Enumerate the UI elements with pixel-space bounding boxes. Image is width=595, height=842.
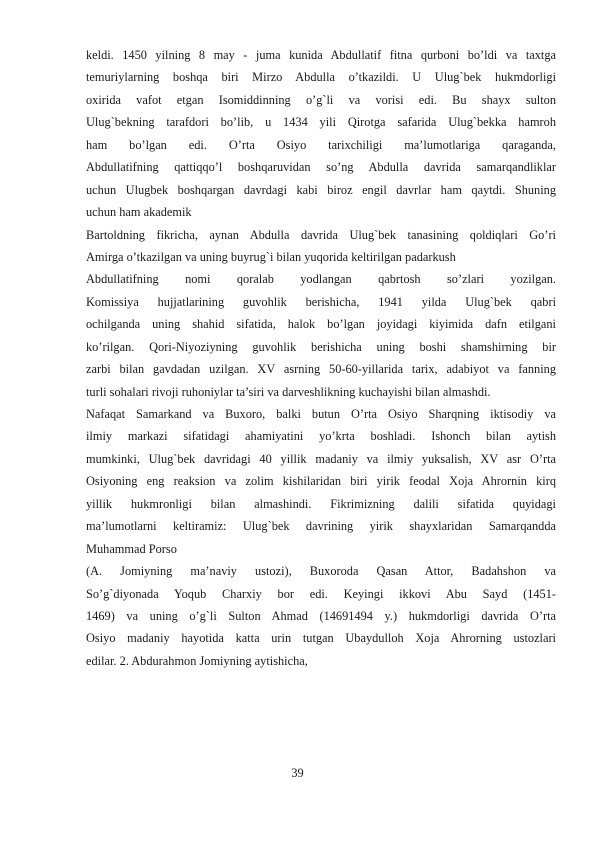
text-line: keldi. 1450 yilning 8 may - juma kunida Abdullatif fitna qurboni bo’ldi va taxtga [86, 48, 556, 62]
text-line: 1469) va uning o’g`li Sulton Ahmad (14691494 y.) hukmdorligi davrida O’rta [86, 608, 556, 623]
text-line: ham bo’lgan edi. O’rta Osiyo tarixchiligi ma’lumotlariga qaraganda, [86, 137, 556, 152]
page-number: 39 [291, 766, 304, 780]
text-line: So’g`diyonada Yoqub Charxiy bor edi. Keyingi ikkovi Abu Sayd (1451- [86, 586, 556, 601]
text-line: Osiyo madaniy hayotida katta urin tutgan Ubaydulloh Xoja Ahrorning ustozlari [86, 631, 556, 646]
body-text [86, 44, 556, 672]
text-line: Abdullatifning qattiqqo’l boshqaruvidan so’ng Abdulla davrida samarqandliklar [86, 160, 556, 175]
text-line: uchun Ulugbek boshqargan davrdagi kabi biroz engil davrlar ham qaytdi. Shuning [86, 182, 556, 197]
text-line: Bartoldning fikricha, aynan Abdulla davrida Ulug`bek tanasining qoldiqlari Go’ri [86, 227, 556, 242]
text-line: Abdullatifning nomi qoralab yodlangan qabrtosh so’zlari yozilgan. [86, 272, 556, 287]
text-line: Ulug`bekning tarafdori bo’lib, u 1434 yili Qirotga safarida Ulug`bekka hamroh [86, 115, 556, 130]
text-line: ilmiy markazi sifatidagi ahamiyatini yo’krta boshladi. Ishonch bilan aytish [86, 429, 556, 444]
text-line: Komissiya hujjatlarining guvohlik berishicha, 1941 yilda Ulug`bek qabri [86, 294, 556, 309]
text-line: (A. Jomiyning ma’naviy ustozi), Buxoroda Qasan Attor, Badahshon va [86, 564, 556, 579]
text-line: Muhammad Porso [86, 541, 177, 556]
text-line: yillik hukmronligi bilan almashindi. Fikrimizning dalili sifatida quyidagi [86, 496, 556, 511]
text-line: ma’lumotlarni keltiramiz: Ulug`bek davrining yirik shayxlaridan Samarqandda [86, 519, 556, 534]
text-line: ko’rilgan. Qori-Niyoziyning guvohlik berishicha uning boshi shamshirning bir [86, 339, 556, 354]
text-line: turli sohalari rivoji ruhoniylar ta’siri va darveshlikning kuchayishi bilan almashdi. [86, 384, 491, 399]
text-line: mumkinki, Ulug`bek davridagi 40 yillik madaniy va ilmiy yuksalish, XV asr O’rta [86, 451, 556, 466]
text-line: ochilganda uning shahid sifatida, halok bo’lgan joyidagi kiyimida dafn etilgani [86, 317, 556, 332]
text-line: uchun ham akademik [86, 205, 192, 220]
text-line: oxirida vafot etgan Isomiddinning o’g`li va vorisi edi. Bu shayx sulton [86, 92, 556, 107]
text-line: edilar. 2. Abdurahmon Jomiyning aytishicha, [86, 653, 308, 668]
text-line: Nafaqat Samarkand va Buxoro, balki butun O’rta Osiyo Sharqning iktisodiy va [86, 407, 556, 421]
text-line: Osiyoning eng reaksion va zolim kishilaridan biri yirik feodal Xoja Ahrornin kirq [86, 474, 556, 489]
text-line: temuriylarning boshqa biri Mirzo Abdulla o’tkazildi. U Ulug`bek hukmdorligi [86, 70, 556, 85]
text-line: zarbi bilan gavdadan uzilgan. XV asrning 50-60-yillarida tarix, adabiyot va fanning [86, 362, 556, 377]
text-line: Amirga o’tkazilgan va uning buyrug`i bilan yuqorida keltirilgan padarkush [86, 249, 456, 264]
